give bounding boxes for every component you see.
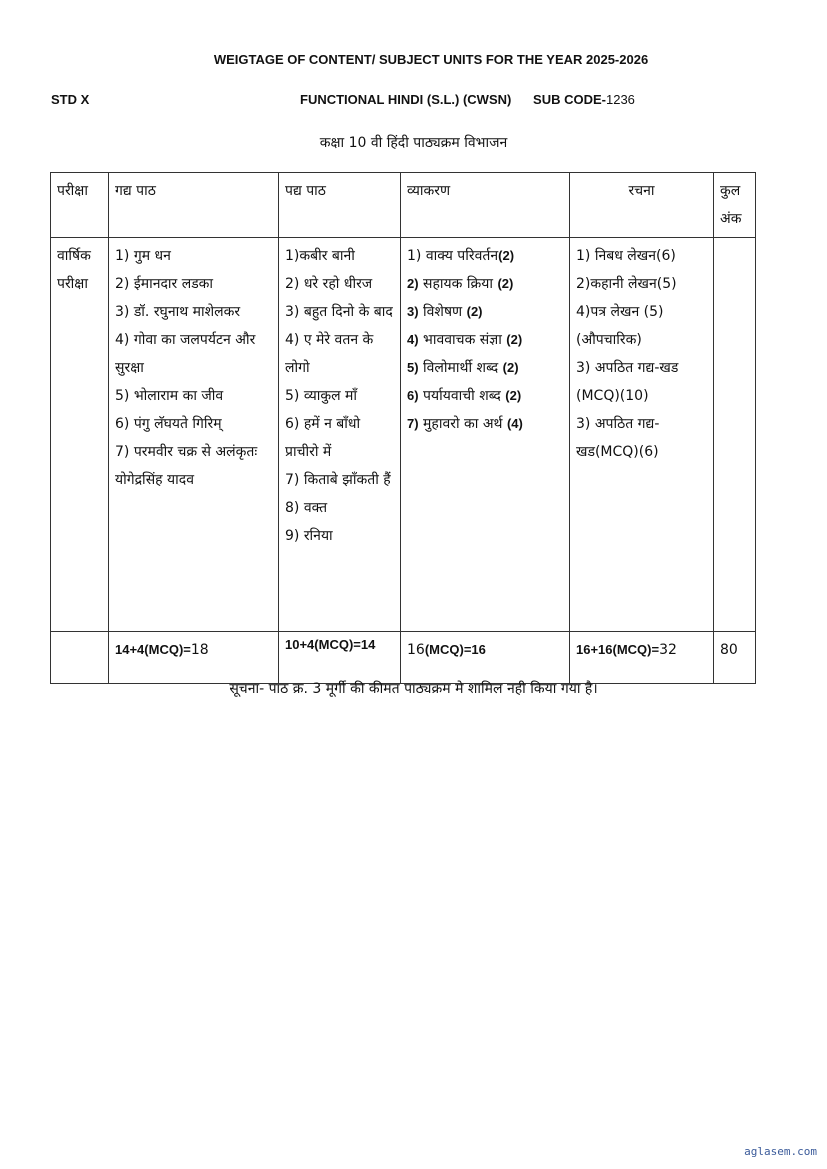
- subject-line: [300, 92, 635, 107]
- list-item: [407, 354, 563, 382]
- item-number: 5): [407, 360, 419, 375]
- item-marks: (2): [497, 276, 514, 291]
- item-number: 7): [407, 416, 419, 431]
- item-marks: (4): [506, 416, 523, 431]
- table-totals-row: [51, 632, 756, 684]
- list-item: 3) डॉ. रघुनाथ माशेलकर: [115, 304, 241, 320]
- table-content-row: [51, 238, 756, 632]
- rachna-cell: [570, 238, 714, 632]
- list-item: 1) गुम धन: [115, 248, 171, 264]
- list-item: 7) किताबे झाँकती हैं: [285, 472, 391, 488]
- gadya-total: [109, 632, 279, 684]
- list-item: 2) ईमानदार लडका: [115, 276, 214, 292]
- std-label: STD X: [51, 92, 90, 107]
- vyakaran-total-value: (MCQ)=16: [424, 642, 486, 657]
- item-text: मुहावरो का अर्थ: [418, 416, 507, 432]
- header-padya: पद्य पाठ: [279, 173, 401, 238]
- note-text: सूचना- पाठ क्र. 3 मूर्गी की कीमत पाठ्यक्रम मे शामिल नही किया गया है।: [229, 681, 598, 697]
- item-number: 4): [407, 332, 419, 347]
- gadya-total-value: 18: [190, 642, 209, 658]
- item-number: 2): [407, 276, 419, 291]
- item-marks: (2): [466, 304, 483, 319]
- list-item: 4)पत्र लेखन (5)(औपचारिक): [576, 304, 664, 348]
- list-item: 3) अपठित गद्य-खड(MCQ)(6): [576, 416, 660, 460]
- total-cell-empty: [714, 238, 756, 632]
- list-item: 5) व्याकुल माँ: [285, 388, 358, 404]
- sub-code-value: 1236: [605, 92, 635, 107]
- list-item: 2)कहानी लेखन(5): [576, 276, 677, 292]
- hindi-heading: कक्षा 10 वी हिंदी पाठ्यक्रम विभाजन: [319, 135, 508, 151]
- header-total: कुल अंक: [714, 173, 756, 238]
- subject-name: FUNCTIONAL HINDI (S.L.) (CWSN): [300, 92, 512, 107]
- footer-watermark: aglasem.com: [744, 1145, 817, 1158]
- item-text: विशेषण: [418, 304, 467, 320]
- list-item: 1)कबीर बानी: [285, 248, 355, 264]
- rachna-total-value: 32: [659, 642, 677, 658]
- item-marks: (2): [505, 388, 522, 403]
- padya-cell: [279, 238, 401, 632]
- list-item: [407, 382, 563, 410]
- header-rachna: रचना: [570, 173, 714, 238]
- list-item: 7) परमवीर चक्र से अलंकृतः योगेद्रसिंह यादव: [115, 444, 258, 488]
- grand-total: 80: [714, 632, 756, 684]
- vyakaran-total-count: 16: [407, 642, 425, 658]
- vyakaran-cell: [401, 238, 570, 632]
- header-vyakaran: व्याकरण: [401, 173, 570, 238]
- list-item: 1) निबध लेखन(6): [576, 248, 676, 264]
- list-item: 6) पंगु लॅघयते गिरिम्: [115, 416, 222, 432]
- item-text: सहायक क्रिया: [418, 276, 498, 292]
- syllabus-table: [50, 172, 756, 684]
- list-item: 2) धरे रहो धीरज: [285, 276, 373, 292]
- sub-code-label: SUB CODE-: [533, 92, 606, 107]
- gadya-cell: [109, 238, 279, 632]
- list-item: 9) रनिया: [285, 528, 333, 544]
- list-item: [407, 242, 563, 270]
- table-header-row: [51, 173, 756, 238]
- list-item: 6) हमें न बाँधो प्राचीरो में: [285, 416, 361, 460]
- vyakaran-total: [401, 632, 570, 684]
- totals-exam-cell: [51, 632, 109, 684]
- padya-total-value: 10+4(MCQ)=14: [285, 637, 376, 652]
- header-gadya: गद्य पाठ: [109, 173, 279, 238]
- list-item: 4) गोवा का जलपर्यटन और सुरक्षा: [115, 332, 256, 376]
- list-item: [407, 298, 563, 326]
- gadya-total-formula: 14+4(MCQ)=: [115, 642, 191, 657]
- list-item: 8) वक्त: [285, 500, 328, 516]
- rachna-total: [570, 632, 714, 684]
- item-marks: (2): [506, 332, 523, 347]
- list-item: [407, 410, 563, 438]
- list-item: 3) अपठित गद्य-खड (MCQ)(10): [576, 360, 679, 404]
- item-number: 1): [407, 248, 422, 264]
- list-item: [407, 326, 563, 354]
- item-number: 6): [407, 388, 419, 403]
- item-marks: (2): [498, 248, 515, 263]
- item-text: विलोमार्थी शब्द: [418, 360, 503, 376]
- item-number: 3): [407, 304, 419, 319]
- exam-cell: वार्षिक परीक्षा: [51, 238, 109, 632]
- list-item: 5) भोलाराम का जीव: [115, 388, 224, 404]
- list-item: [407, 270, 563, 298]
- list-item: 3) बहुत दिनो के बाद: [285, 304, 393, 320]
- item-text: पर्यायवाची शब्द: [418, 388, 506, 404]
- list-item: 4) ए मेरे वतन के लोगो: [285, 332, 374, 376]
- rachna-total-formula: 16+16(MCQ)=: [576, 642, 660, 657]
- item-text: भाववाचक संज्ञा: [418, 332, 507, 348]
- header-exam: परीक्षा: [51, 173, 109, 238]
- item-marks: (2): [502, 360, 519, 375]
- padya-total: [279, 632, 401, 684]
- item-text: वाक्य परिवर्तन: [421, 248, 499, 264]
- document-title: WEIGTAGE OF CONTENT/ SUBJECT UNITS FOR THE YEAR 2025-2026: [213, 52, 649, 67]
